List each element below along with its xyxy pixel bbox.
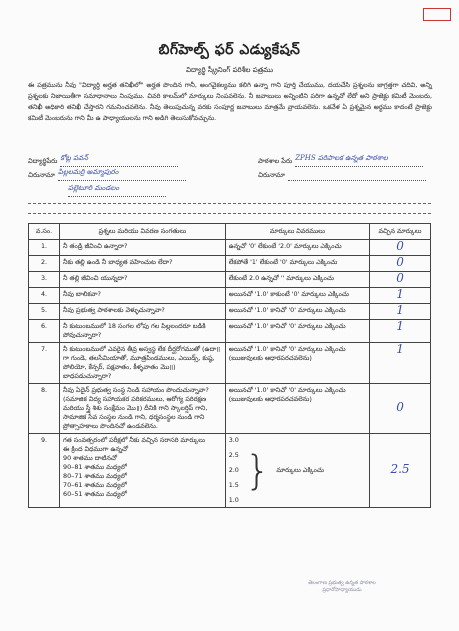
list-item: 90 శాతము దాటినచో [63, 454, 117, 462]
list-item: 80–71 శాతము మధ్యలో [63, 472, 127, 480]
row-question [60, 434, 226, 508]
row-number: 9. [29, 434, 60, 508]
points-value: 1.5 [228, 481, 239, 489]
row-question: నీవు ప్రభుత్వ పాఠశాలకు వెళ్ళుచున్నావా? [60, 304, 226, 320]
row-number: 2. [29, 256, 60, 272]
grade-band-list [63, 436, 222, 499]
address-label-2: చిరునామా [258, 171, 285, 179]
school-name-value: ZPHS పరిపాలక ఉన్నత పాఠశాల [295, 154, 388, 162]
col-question-header: ప్రశ్నలు మరియు వివరణ సంగతులు [60, 224, 226, 240]
row-number: 5. [29, 304, 60, 320]
student-name-row [28, 156, 178, 167]
curly-brace-icon: } [244, 447, 271, 494]
row-marks-rule: అయినచో '1.0' కానిచో '0' మార్కులు ఎక్కించు (ఋజువులకు ఆధారపరచవలెను) [225, 384, 369, 434]
row-marks-rule: అయినచో '1.0' కానిచో '0' మార్కులు ఎక్కించు (ఋజువులకు ఆధారపరచవలెను) [225, 343, 369, 384]
row-score-field[interactable] [370, 384, 431, 434]
points-group [229, 436, 366, 505]
row-marks-rule: అయినచో '1.0' కానిచో '0' మార్కులు ఎక్కించు [225, 320, 369, 343]
table-row [29, 256, 431, 272]
row-marks-rule [225, 434, 369, 508]
row-score-field[interactable] [370, 343, 431, 384]
row-question: నీ కుటుంబములో 18 సంగల లోపు గల పిల్లలందరూ బడికి పోవుచున్నారా? [60, 320, 226, 343]
row-number: 4. [29, 288, 60, 304]
table-row [29, 304, 431, 320]
row-number: 7. [29, 343, 60, 384]
points-column [229, 436, 239, 505]
table-row [29, 272, 431, 288]
row-marks-rule: లేకుంటే 2.0 ఉన్నచో '' మార్కులు ఎక్కించు [225, 272, 369, 288]
row-score-field[interactable] [370, 256, 431, 272]
table-row [29, 384, 431, 434]
row-score-field[interactable] [370, 304, 431, 320]
list-item: 90–81 శాతము మధ్యలో [63, 463, 127, 471]
student-name-label: విద్యార్థిపేరు [28, 157, 58, 165]
row-score-field[interactable] [370, 240, 431, 256]
row-marks-rule: అయినచో '1.0' కాకుంటే '0' మార్కులు ఎక్కించు [225, 288, 369, 304]
student-name-field[interactable] [60, 156, 178, 167]
school-seal: తెలంగాణ ప్రభుత్వ ఉన్నత పాఠశాల ప్రధానోపాధ్యాయుడు [308, 580, 376, 593]
table-row [29, 240, 431, 256]
table-header-row [29, 224, 431, 240]
row-score-value: 0 [396, 271, 404, 285]
divider-line [28, 213, 431, 214]
list-item: 60–51 శాతము మధ్యలో [63, 490, 127, 498]
school-name-field[interactable] [295, 156, 423, 167]
row-score-value: 1 [396, 342, 404, 356]
row-score-value: 0 [396, 400, 404, 414]
list-item: ఈ క్రింద విధముగా ఉన్నచో [63, 445, 129, 453]
list-item: గత సంవత్సరంలో పరీక్షలో నీకు వచ్చిన సరాసరి మార్కులు [63, 436, 205, 444]
row-score-value: 1 [396, 303, 404, 317]
row-number: 1. [29, 240, 60, 256]
table-row [29, 288, 431, 304]
address-line-2-field[interactable] [68, 186, 166, 197]
address-row [28, 170, 186, 181]
row-score-value: 1 [396, 287, 404, 301]
row-number: 6. [29, 320, 60, 343]
row-score-value: 2.5 [390, 462, 410, 476]
address-field[interactable] [58, 170, 186, 181]
row-marks-rule: ఉన్నచో '0' లేకుంటే '2.0' మార్కులు ఎక్కించు [225, 240, 369, 256]
row-question: నీకు తల్లి ఉండి నీ బాధ్యత వహించుట లేదా? [60, 256, 226, 272]
row-score-field[interactable] [370, 434, 431, 508]
row-marks-rule: లేకపోతే '1' లేకుంటే '0' మార్కులు ఎక్కించు [225, 256, 369, 272]
row-question: నీ కుటుంబములో ఎవరైన తీవ్ర అస్వస్థ లేక దీర్ఘరోగముతో (ఉదా॥గా గుండె, తలసేమియాతో, మూత్రపిండములు, ఎయిడ్స్, కుష్ఠ, పోలియో, కేన్సర్, పక్షవాతం, కీళ్ళవాతం మొ॥) బాధపడుచున్నారా? [60, 343, 226, 384]
points-value: 2.0 [228, 466, 239, 474]
row-score-field[interactable] [370, 288, 431, 304]
screening-table [28, 223, 431, 508]
address-line-2-value: పల్లెటూరి మండలం [68, 184, 120, 192]
page-subtitle: విద్యార్థి స్క్రీనింగ్ పరిశీల పత్రము [186, 66, 273, 74]
points-value: 1.0 [228, 496, 239, 504]
address-field-2[interactable] [288, 170, 426, 181]
row-question: నీవు బాలికవా? [60, 288, 226, 304]
points-value: 2.5 [228, 451, 239, 459]
address-value: పిల్లలమర్రి అమ్మాపురం [57, 168, 119, 176]
student-name-value: కోట్ల పవన్ [60, 154, 89, 162]
row-score-value: 0 [396, 255, 404, 269]
table-row [29, 343, 431, 384]
address-label: చిరునామా [28, 171, 55, 179]
col-marks-rule-header: మార్కులు వివరములు [225, 224, 369, 240]
page-title: బిగ్‌హెల్ప్ ఫర్ ఎడ్యుకేషన్ [158, 42, 301, 58]
points-rule-label: మార్కులు ఎక్కించు [276, 466, 324, 474]
school-name-row [258, 156, 423, 167]
table-row [29, 434, 431, 508]
corner-stamp [423, 8, 451, 21]
row-score-value: 0 [396, 239, 404, 253]
table-row [29, 320, 431, 343]
col-score-header: వచ్చిన మార్కులు [370, 224, 431, 240]
school-name-label: పాఠశాల పేరు [258, 157, 293, 165]
instructions-paragraph: ఈ పత్రమును నీవు "విద్యార్థి అర్హత తనిఖీలో" అర్హత పొందిన గానీ, అంగవైకల్యము కలిగి ఉన్నా గాని పూర్తి చేయుము, దయచేసి ప్రశ్నలను జాగ్రత్తగా చదివి, అన్ని ప్రశ్నలకు నిజాయితీగా సమాధానాలు నింపుము. చివరి కాలమ్‌లో మార్కులు నింపవలెను. నీ జవాబులు అన్నింటిని పరిగా ఉన్నవో లేదో అని ప్రాజెక్టు కమిటీ మెంబరు, తనిఖీ అధికారి తనిఖీ చేస్తారని గమనించవలెను. నీవు తెలుపుచున్న వరకు సంపూర్ణ జవాబులు మాత్రమే వ్రాయవలెను. ఒకవేళ ఏ ప్రశ్నమైన అర్థము కాదంటే ప్రాజెక్టు కమిటీ మెంబరును గాని మీ ఉ పాధ్యాయులను గాని అడిగి తెలుసుకోవచ్చును. [28, 81, 432, 122]
row-score-value: 1 [396, 319, 404, 333]
row-number: 8. [29, 384, 60, 434]
row-question: నీ తండ్రి జీవించి ఉన్నారా? [60, 240, 226, 256]
address-row-2 [258, 170, 426, 181]
row-number: 3. [29, 272, 60, 288]
row-score-field[interactable] [370, 320, 431, 343]
row-marks-rule: అయినచో '1.0' కానిచో '0' మార్కులు ఎక్కించు [225, 304, 369, 320]
address-line-2-row [68, 186, 166, 197]
divider-line [28, 203, 431, 204]
row-score-field[interactable] [370, 272, 431, 288]
row-question: నీవు ఏదైన్ ప్రభుత్వ సంస్థ నిండి సహాయం పొందుచున్నావా? (సమాజిక విద్య సహాయకర పరికరములు, ఆరోగ్య పరిరక్షణ మరియు స్త్రీ శిశు సంక్షేమం మొ॥) దీనికి గాని స్కాలర్షిప్ గాని, సామాజిక సేవ సంస్థల నుండి గాని, ధర్మసంస్థల నుండి గాని ప్రోత్సాహకాలు పొందినచో ఉండవలెను. [60, 384, 226, 434]
row-question: నీ తల్లి జీవించి యున్నదా? [60, 272, 226, 288]
list-item: 70–61 శాతము మధ్యలో [63, 481, 127, 489]
col-serial-header: వ.సం. [29, 224, 60, 240]
points-value: 3.0 [228, 436, 239, 444]
